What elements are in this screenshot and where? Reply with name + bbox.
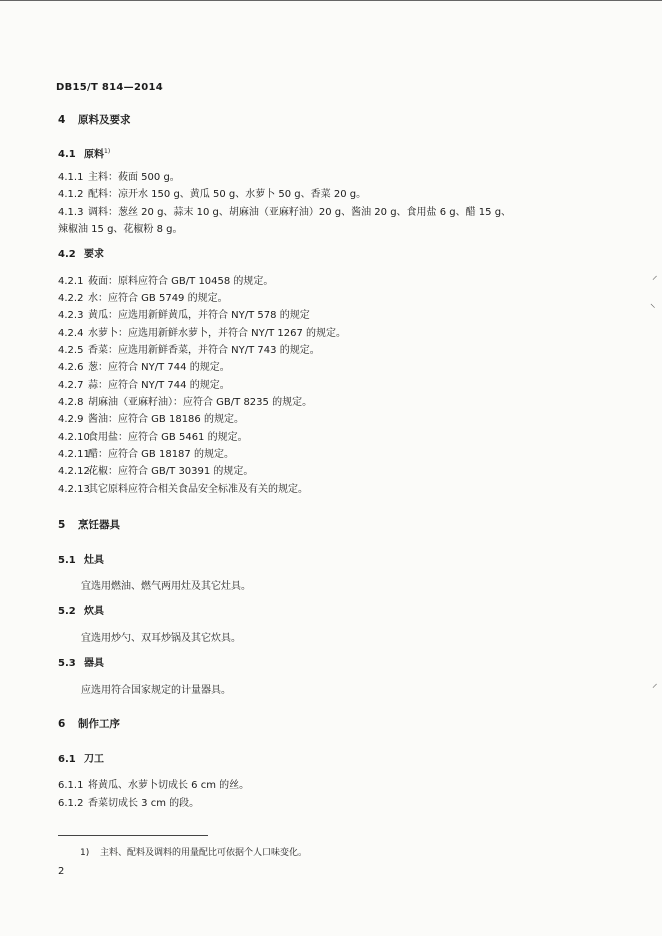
section-title: 原料及要求 (78, 114, 131, 126)
clause-number: 6.1.2 (58, 798, 84, 809)
requirement-item (58, 361, 230, 375)
section-title: 制作工序 (78, 718, 120, 730)
clause-4-1-3 (58, 206, 511, 220)
clause-text: 胡麻油（亚麻籽油）：应符合 GB/T 8235 的规定。 (88, 397, 313, 408)
standard-code-header: DB15/T 814—2014 (56, 82, 163, 93)
clause-text: 香菜切成长 3 cm 的段。 (88, 798, 200, 809)
clause-text: 水：应符合 GB 5749 的规定。 (88, 293, 228, 304)
section-5-1-heading (58, 554, 104, 568)
requirement-item (58, 275, 273, 289)
clause-text: 黄瓜：应选用新鲜黄瓜，并符合 NY/T 578 的规定 (88, 310, 310, 321)
clause-number: 4.2.3 (58, 310, 84, 321)
clause-text: 莜面：原料应符合 GB/T 10458 的规定。 (88, 276, 274, 287)
section-number: 6 (58, 718, 66, 730)
section-6-heading (58, 717, 120, 731)
clause-number: 4.1.2 (58, 189, 84, 200)
footnote-text: 主料、配料及调料的用量配比可依据个人口味变化。 (100, 848, 308, 858)
clause-text: 酱油：应符合 GB 18186 的规定。 (88, 414, 244, 425)
clause-number: 4.2.4 (58, 328, 84, 339)
section-4-2-heading (58, 248, 104, 262)
requirement-item (58, 292, 228, 306)
clause-number: 4.2.7 (58, 380, 84, 391)
section-number: 5.3 (58, 658, 76, 669)
section-5-3-body: 应选用符合国家规定的计量器具。 (81, 685, 231, 696)
requirement-item (58, 448, 234, 462)
clause-number: 4.2.8 (58, 397, 84, 408)
clause-text: 调料：葱丝 20 g、蒜末 10 g、胡麻油（亚麻籽油）20 g、酱油 20 g、食用盐 6 g、醋 15 g、 (88, 207, 512, 218)
clause-text: 香菜：应选用新鲜香菜，并符合 NY/T 743 的规定。 (88, 345, 320, 356)
requirement-item (58, 431, 248, 445)
section-6-1-heading (58, 753, 104, 767)
section-number: 5.2 (58, 606, 76, 617)
section-title: 原料 (84, 149, 104, 161)
section-number: 5 (58, 519, 66, 531)
footnote-number: 1) (80, 848, 90, 858)
section-4-1-heading (58, 145, 110, 162)
clause-text: 葱：应符合 NY/T 744 的规定。 (88, 362, 230, 373)
clause-number: 4.2.11 (58, 449, 90, 460)
section-title: 器具 (84, 658, 104, 669)
section-title: 刀工 (84, 754, 104, 765)
section-5-heading (58, 518, 120, 532)
requirement-item (58, 465, 253, 479)
footnote-ref: 1) (104, 148, 111, 155)
section-title: 要求 (84, 249, 104, 260)
scan-mark-decoration: ⸝ (652, 269, 658, 282)
clause-number: 4.2.12 (58, 466, 90, 477)
section-5-2-heading (58, 605, 104, 619)
clause-number: 4.2.13 (58, 484, 90, 495)
footnote-rule (58, 835, 208, 836)
clause-number: 4.2.10 (58, 432, 90, 443)
section-number: 4.1 (58, 149, 76, 161)
requirement-item (58, 327, 346, 341)
clause-number: 4.1.1 (58, 172, 84, 183)
clause-text: 蒜：应符合 NY/T 744 的规定。 (88, 380, 230, 391)
clause-text: 其它原料应符合相关食品安全标准及有关的规定。 (88, 484, 308, 495)
clause-text: 醋：应符合 GB 18187 的规定。 (88, 449, 234, 460)
clause-6-1-1 (58, 779, 249, 793)
clause-number: 4.2.5 (58, 345, 84, 356)
clause-number: 4.2.2 (58, 293, 84, 304)
clause-6-1-2 (58, 797, 199, 811)
section-5-3-heading (58, 657, 104, 671)
scan-mark-decoration: ⸜ (650, 297, 656, 310)
section-title: 烹饪器具 (78, 519, 120, 531)
clause-text: 食用盐：应符合 GB 5461 的规定。 (88, 432, 248, 443)
clause-number: 4.1.3 (58, 207, 84, 218)
requirement-item (58, 413, 244, 427)
clause-number: 4.2.1 (58, 276, 84, 287)
section-5-2-body: 宜选用炒勺、双耳炒锅及其它炊具。 (81, 633, 241, 644)
clause-4-1-2 (58, 188, 366, 202)
section-number: 4 (58, 114, 66, 126)
clause-4-1-1 (58, 171, 180, 185)
page-number: 2 (58, 866, 65, 877)
requirement-item (58, 379, 230, 393)
requirement-item (58, 483, 308, 497)
top-edge-line (0, 0, 662, 1)
section-number: 5.1 (58, 555, 76, 566)
section-title: 灶具 (84, 555, 104, 566)
clause-number: 4.2.9 (58, 414, 84, 425)
clause-text: 将黄瓜、水萝卜切成长 6 cm 的丝。 (88, 780, 250, 791)
section-number: 4.2 (58, 249, 76, 260)
clause-number: 6.1.1 (58, 780, 84, 791)
requirement-item (58, 344, 320, 358)
clause-text: 水萝卜：应选用新鲜水萝卜，并符合 NY/T 1267 的规定。 (88, 328, 347, 339)
section-number: 6.1 (58, 754, 76, 765)
section-4-heading (58, 113, 131, 127)
footnote (80, 845, 307, 858)
section-title: 炊具 (84, 606, 104, 617)
requirement-item (58, 396, 312, 410)
section-5-1-body: 宜选用燃油、燃气两用灶及其它灶具。 (81, 581, 251, 592)
clause-text: 主料：莜面 500 g。 (88, 172, 180, 183)
clause-text: 配料：凉开水 150 g、黄瓜 50 g、水萝卜 50 g、香菜 20 g。 (88, 189, 367, 200)
requirement-item (58, 309, 310, 323)
scan-mark-decoration: ⸝ (652, 677, 658, 690)
clause-4-1-3-continuation: 辣椒油 15 g、花椒粉 8 g。 (58, 224, 183, 235)
clause-number: 4.2.6 (58, 362, 84, 373)
clause-text: 花椒：应符合 GB/T 30391 的规定。 (88, 466, 254, 477)
